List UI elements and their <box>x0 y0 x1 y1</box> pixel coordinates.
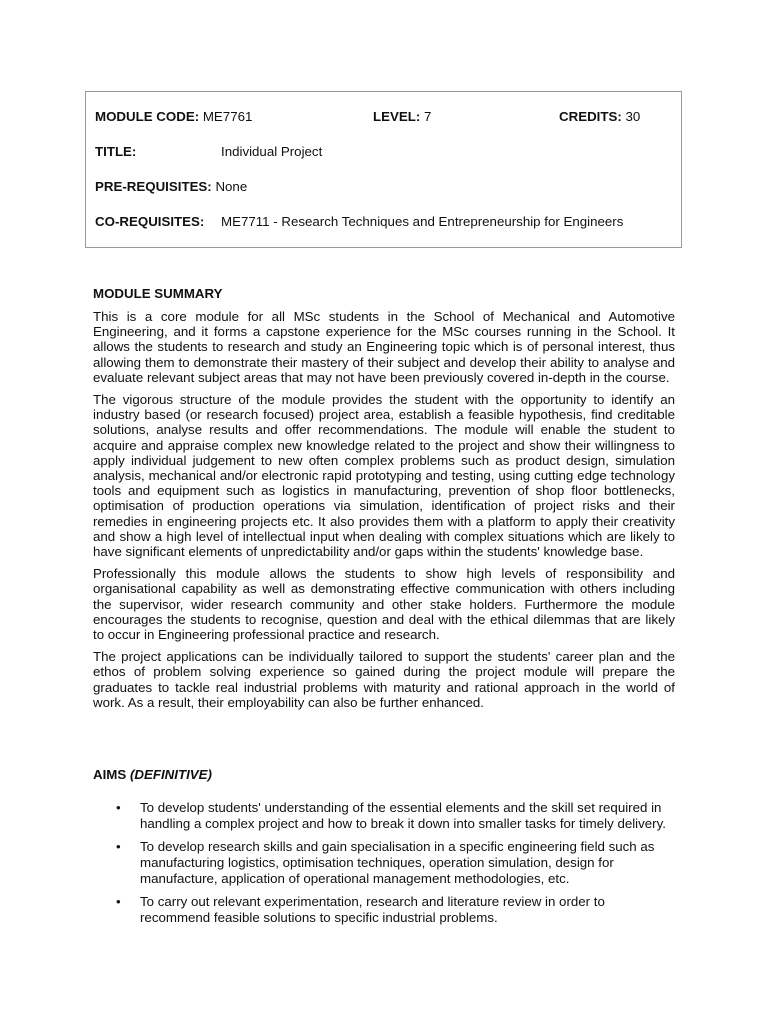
corequisites-label: CO-REQUISITES: <box>95 214 205 229</box>
credits-value: 30 <box>625 109 641 124</box>
level-label: LEVEL: <box>373 109 421 124</box>
aims-section <box>93 767 675 933</box>
module-code-label: MODULE CODE: <box>95 109 200 124</box>
prerequisites-row <box>95 178 673 196</box>
title-row <box>95 143 673 161</box>
list-item <box>93 800 675 832</box>
aim-text: To carry out relevant experimentation, research and literature review in order to recommend feasible solutions to specific industrial problems. <box>140 894 605 925</box>
module-info-box <box>85 91 682 248</box>
summary-paragraph: This is a core module for all MSc students in the School of Mechanical and Automotive Engineering, and it forms a capstone experience for the MSc courses running in the School. It allows the students to research and study an Engineering topic which is of personal interest, thus allowing them to demonstrate their mastery of their subject and develop their ability to analyse and evaluate relevant subject areas that may not have been previously covered in-depth in the course. <box>93 309 675 385</box>
title-value: Individual Project <box>221 144 323 159</box>
aim-text: To develop students' understanding of the essential elements and the skill set required in handling a complex project and how to break it down into smaller tasks for timely delivery. <box>140 800 666 831</box>
bullet-icon: • <box>116 894 121 909</box>
aims-list <box>93 800 675 926</box>
corequisites-value: ME7711 - Research Techniques and Entrepreneurship for Engineers <box>221 214 624 229</box>
prerequisites-label: PRE-REQUISITES: <box>95 179 212 194</box>
list-item <box>93 894 675 926</box>
summary-paragraph: The vigorous structure of the module provides the student with the opportunity to identify an industry based (or research focused) project area, establish a feasible hypothesis, find creditable solutions, analyse results and offer recommendations. The module will enable the student to acquire and appraise complex new knowledge related to the project and show their willingness to apply individual judgement to new often complex problems such as product design, simulation analysis, mechanical and/or electronic rapid prototyping and testing, using cutting edge technology tools and equipment such as logistics in manufacturing, prevention of shop floor bottlenecks, optimisation of production operations via simulation, identification of project risks and their remedies in engineering projects etc. It also provides them with a platform to apply their creativity and show a high level of intellectual input when dealing with complex situations which are likely to have significant elements of unpredictability and/or gaps within the students' knowledge base. <box>93 392 675 560</box>
module-code-row <box>95 108 673 126</box>
title-label: TITLE: <box>95 144 137 159</box>
level-value: 7 <box>423 109 432 124</box>
aim-text: To develop research skills and gain specialisation in a specific engineering field such as manufacturing logistics, optimisation techniques, operation simulation, design for manufacture, application of operational management methodologies, etc. <box>140 839 655 886</box>
bullet-icon: • <box>116 839 121 854</box>
credits-label: CREDITS: <box>559 109 622 124</box>
summary-paragraph: Professionally this module allows the students to show high levels of responsibility and organisational capability as well as demonstrating effective communication with others including the supervisor, wider research community and other stake holders. Furthermore the module encourages the students to recognise, question and deal with the ethical dilemmas that are likely to occur in Engineering professional practice and research. <box>93 566 675 643</box>
module-code-value: ME7761 <box>202 109 253 124</box>
corequisites-row <box>95 213 673 231</box>
aims-heading-qualifier: (DEFINITIVE) <box>129 767 212 782</box>
list-item <box>93 839 675 887</box>
module-summary-section <box>93 286 675 717</box>
aims-heading <box>93 767 675 783</box>
prerequisites-value: None <box>215 179 248 194</box>
summary-paragraph: The project applications can be individually tailored to support the students' career plan and the ethos of problem solving experience so gained during the project module will prepare the graduates to tackle real industrial problems with maturity and rational approach in the world of work. As a result, their employability can also be further enhanced. <box>93 649 675 710</box>
aims-heading-label: AIMS <box>93 767 127 782</box>
bullet-icon: • <box>116 800 121 815</box>
module-summary-heading: MODULE SUMMARY <box>93 286 223 301</box>
